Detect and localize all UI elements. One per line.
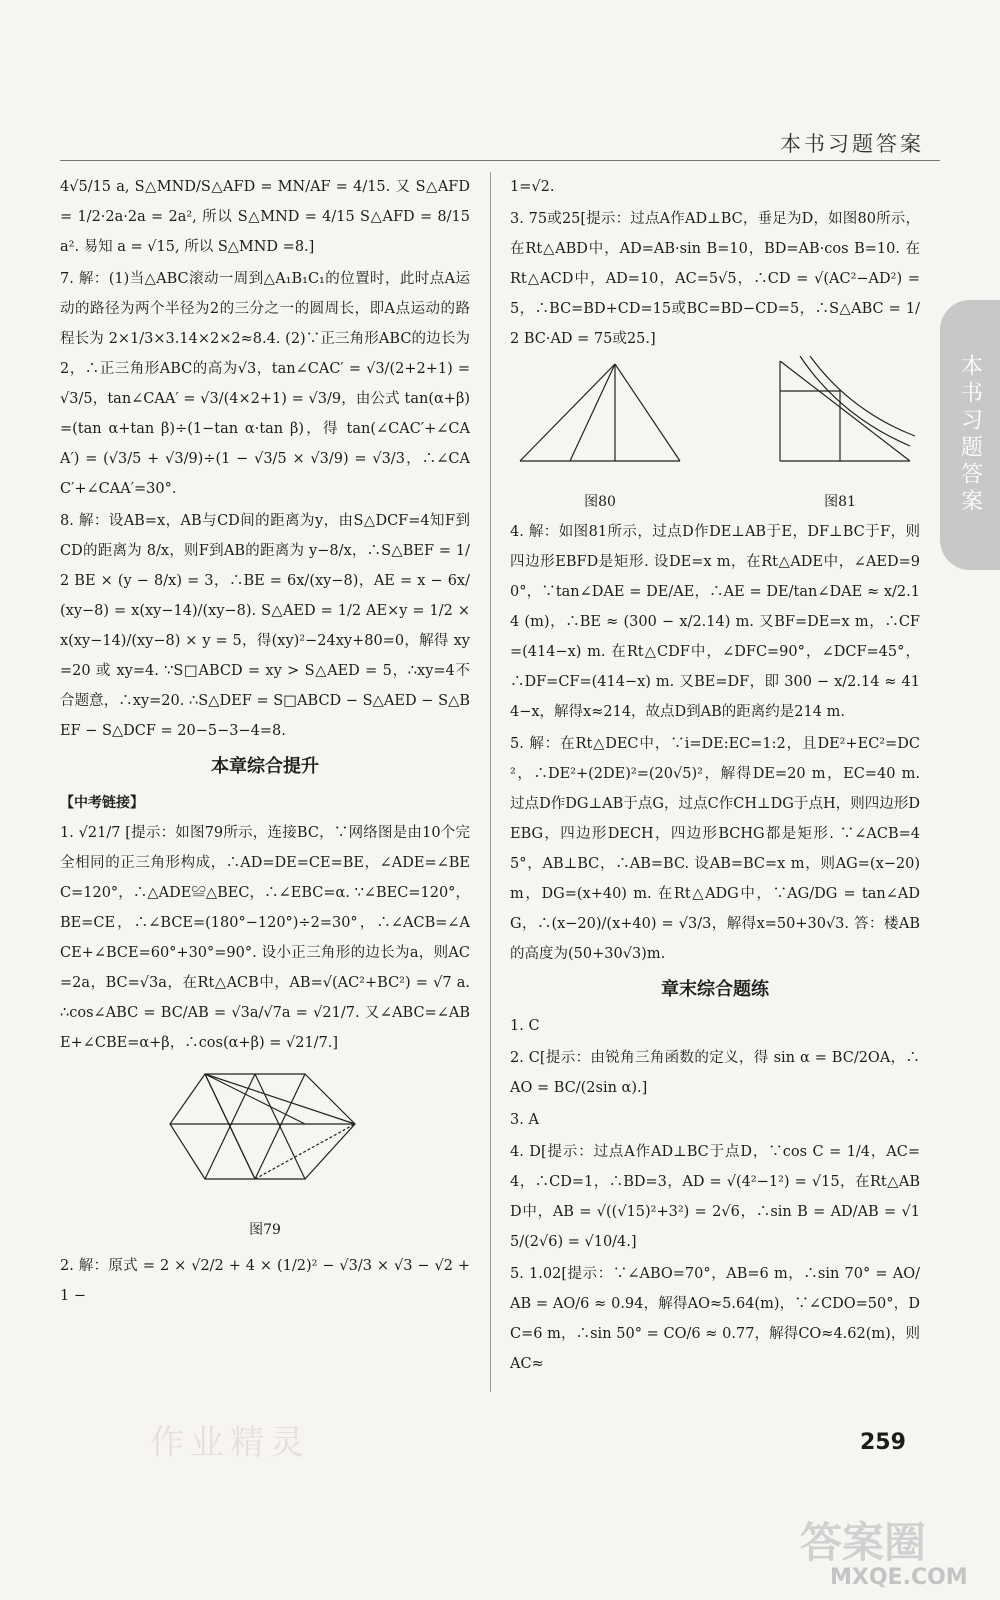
exam-answer-2-end: 1=√2. xyxy=(510,179,555,195)
hexagon-grid-figure xyxy=(160,1064,370,1204)
column-divider xyxy=(490,172,491,1392)
figure-80 xyxy=(510,356,690,517)
figures-80-81 xyxy=(510,356,920,517)
exam-answer-4: 4. 解：如图81所示，过点D作DE⊥AB于E，DF⊥BC于F，则四边形EBFD是矩形. 设DE=x m，在Rt△ADE中，∠AED=90°，∵tan∠DAE = DE/AE，∴AE = DE/tan∠DAE ≈ x/2.14 (m)，∴BE ≈ (300 − x/2.14) m. 又BF=DE=x m，∴CF=(414−x) m. 在Rt△CDF中，∠DFC=90°，∠DCF=45°，∴DF=CF=(414−x) m. 又BE=DF，即 300 − x/2.14 ≈ 414−x，解得x≈214，故点D到AB的距离约是214 m. xyxy=(510,524,920,720)
header-title: 本书习题答案 xyxy=(780,132,924,156)
exam-answer-5: 5. 解：在Rt△DEC中，∵i=DE:EC=1:2，且DE²+EC²=DC²，∴DE²+(2DE)²=(20√5)²，解得DE=20 m，EC=40 m. 过点D作DG⊥AB于点G，过点C作CH⊥DG于点H，则四边形DEBG，四边形DECH，四边形BCHG都是矩形. ∵∠ACB=45°，AB⊥BC，∴AB=BC. 设AB=BC=x m，则AG=(x−20) m，DG=(x+40) m. 在Rt△ADG中，∵AG/DG = tan∠ADG，∴(x−20)/(x+40) = √3/3，解得x=50+30√3. 答：楼AB的高度为(50+30√3)m. xyxy=(510,736,920,962)
watermark-zuoye: 作业精灵 xyxy=(150,1423,310,1463)
exam-answer-3: 3. 75或25[提示：过点A作AD⊥BC，垂足为D，如图80所示，在Rt△ABD中，AD=AB·sin B=10，BD=AB·cos B=10. 在Rt△ACD中，AD=10，AC=5√5，∴CD = √(AC²−AD²) = 5，∴BC=BD+CD=15或BC=BD−CD=5，∴S△ABC = 1/2 BC·AD = 75或25.] xyxy=(510,211,920,347)
left-column xyxy=(60,172,470,1313)
figure-81-caption: 图81 xyxy=(824,494,856,510)
answer-8: 8. 解：设AB=x，AB与CD间的距离为y，由S△DCF=4知F到CD的距离为 8/x，则F到AB的距离为 y−8/x，∴S△BEF = 1/2 BE × (y − 8/x) = 3，∴BE = 6x/(xy−8)，AE = x − 6x/(xy−8) = x(xy−14)/(xy−8). S△AED = 1/2 AE×y = 1/2 × x(xy−14)/(xy−8) × y = 5，得(xy)²−24xy+80=0，解得 xy=20 或 xy=4. ∵S□ABCD = xy > S△AED = 5，∴xy=4不合题意，∴xy=20. ∴S△DEF = S□ABCD − S△AED − S△BEF − S△DCF = 20−5−3−4=8. xyxy=(60,513,470,739)
page-number: 259 xyxy=(860,1430,906,1455)
exercise-answer-5: 5. 1.02[提示：∵∠ABO=70°，AB=6 m，∴sin 70° = AO/AB = AO/6 ≈ 0.94，解得AO≈5.64(m)，∵∠CDO=50°，DC=6 m，∴sin 50° = CO/6 ≈ 0.77，解得CO≈4.62(m)，则AC≈ xyxy=(510,1266,920,1372)
watermark-site: MXQE.COM xyxy=(830,1565,968,1590)
section-title-chapter-review: 本章综合提升 xyxy=(211,756,319,777)
right-column xyxy=(510,172,920,1381)
exercise-answer-4: 4. D[提示：过点A作AD⊥BC于点D，∵cos C = 1/4，AC=4，∴CD=1，∴BD=3，AD = √(4²−1²) = √15，在Rt△ABD中，AB = √((√15)²+3²) = 2√6，∴sin B = AD/AB = √15/(2√6) = √10/4.] xyxy=(510,1144,920,1250)
answer-7: 7. 解：(1)当△ABC滚动一周到△A₁B₁C₁的位置时，此时点A运动的路径为两个半径为2的三分之一的圆周长，即A点运动的路程长为 2×1/3×3.14×2×2≈8.4. (2)∵正三角形ABC的边长为2，∴正三角形ABC的高为√3，tan∠CAC′ = √3/(2+2+1) = √3/5，tan∠CAA′ = √3/(4×2+1) = √3/9，由公式 tan(α+β)=(tan α+tan β)÷(1−tan α·tan β)，得 tan(∠CAC′+∠CAA′) = (√3/5 + √3/9)÷(1 − √3/5 × √3/9) = √3/3，∴∠CAC′+∠CAA′=30°. xyxy=(60,271,470,497)
watermark-daanquan: 答案圈 xyxy=(800,1518,927,1567)
section-title-exercises: 章末综合题练 xyxy=(661,979,769,1000)
slope-figure xyxy=(760,356,920,476)
triangle-figure xyxy=(510,356,690,476)
side-tab-label: 本书习题答案 xyxy=(957,354,983,516)
figure-81 xyxy=(760,356,920,517)
answer-6-continued: 4√5/15 a, S△MND/S△AFD = MN/AF = 4/15. 又 S△AFD = 1/2·2a·2a = 2a², 所以 S△MND = 4/15 S△AFD = 8/15 a². 易知 a = √15, 所以 S△MND =8.] xyxy=(60,179,470,255)
exam-answer-2: 2. 解：原式 = 2 × √2/2 + 4 × (1/2)² − √3/3 × √3 − √2 + 1 − xyxy=(60,1258,470,1304)
exam-answer-1: 1. √21/7 [提示：如图79所示，连接BC，∵网络图是由10个完全相同的正三角形构成，∴AD=DE=CE=BE，∠ADE=∠BEC=120°，∴△ADE≌△BEC，∴∠EBC=α. ∵∠BEC=120°，BE=CE，∴∠BCE=(180°−120°)÷2=30°，∴∠ACB=∠ACE+∠BCE=60°+30°=90°. 设小正三角形的边长为a，则AC=2a，BC=√3a，在Rt△ACB中，AB=√(AC²+BC²) = √7 a. ∴cos∠ABC = BC/AB = √3a/√7a = √21/7. 又∠ABC=∠ABE+∠CBE=α+β，∴cos(α+β) = √21/7.] xyxy=(60,825,470,1051)
exercise-answer-1: 1. C xyxy=(510,1018,540,1034)
header-rule xyxy=(60,160,940,161)
exercise-answer-2: 2. C[提示：由锐角三角函数的定义，得 sin α = BC/2OA，∴AO = BC/(2sin α).] xyxy=(510,1050,920,1096)
figure-79-caption: 图79 xyxy=(249,1222,281,1238)
figure-79 xyxy=(60,1064,470,1245)
figure-80-caption: 图80 xyxy=(584,494,616,510)
side-tab xyxy=(940,300,1000,570)
exercise-answer-3: 3. A xyxy=(510,1112,539,1128)
exam-link-tag: 【中考链接】 xyxy=(60,795,144,811)
